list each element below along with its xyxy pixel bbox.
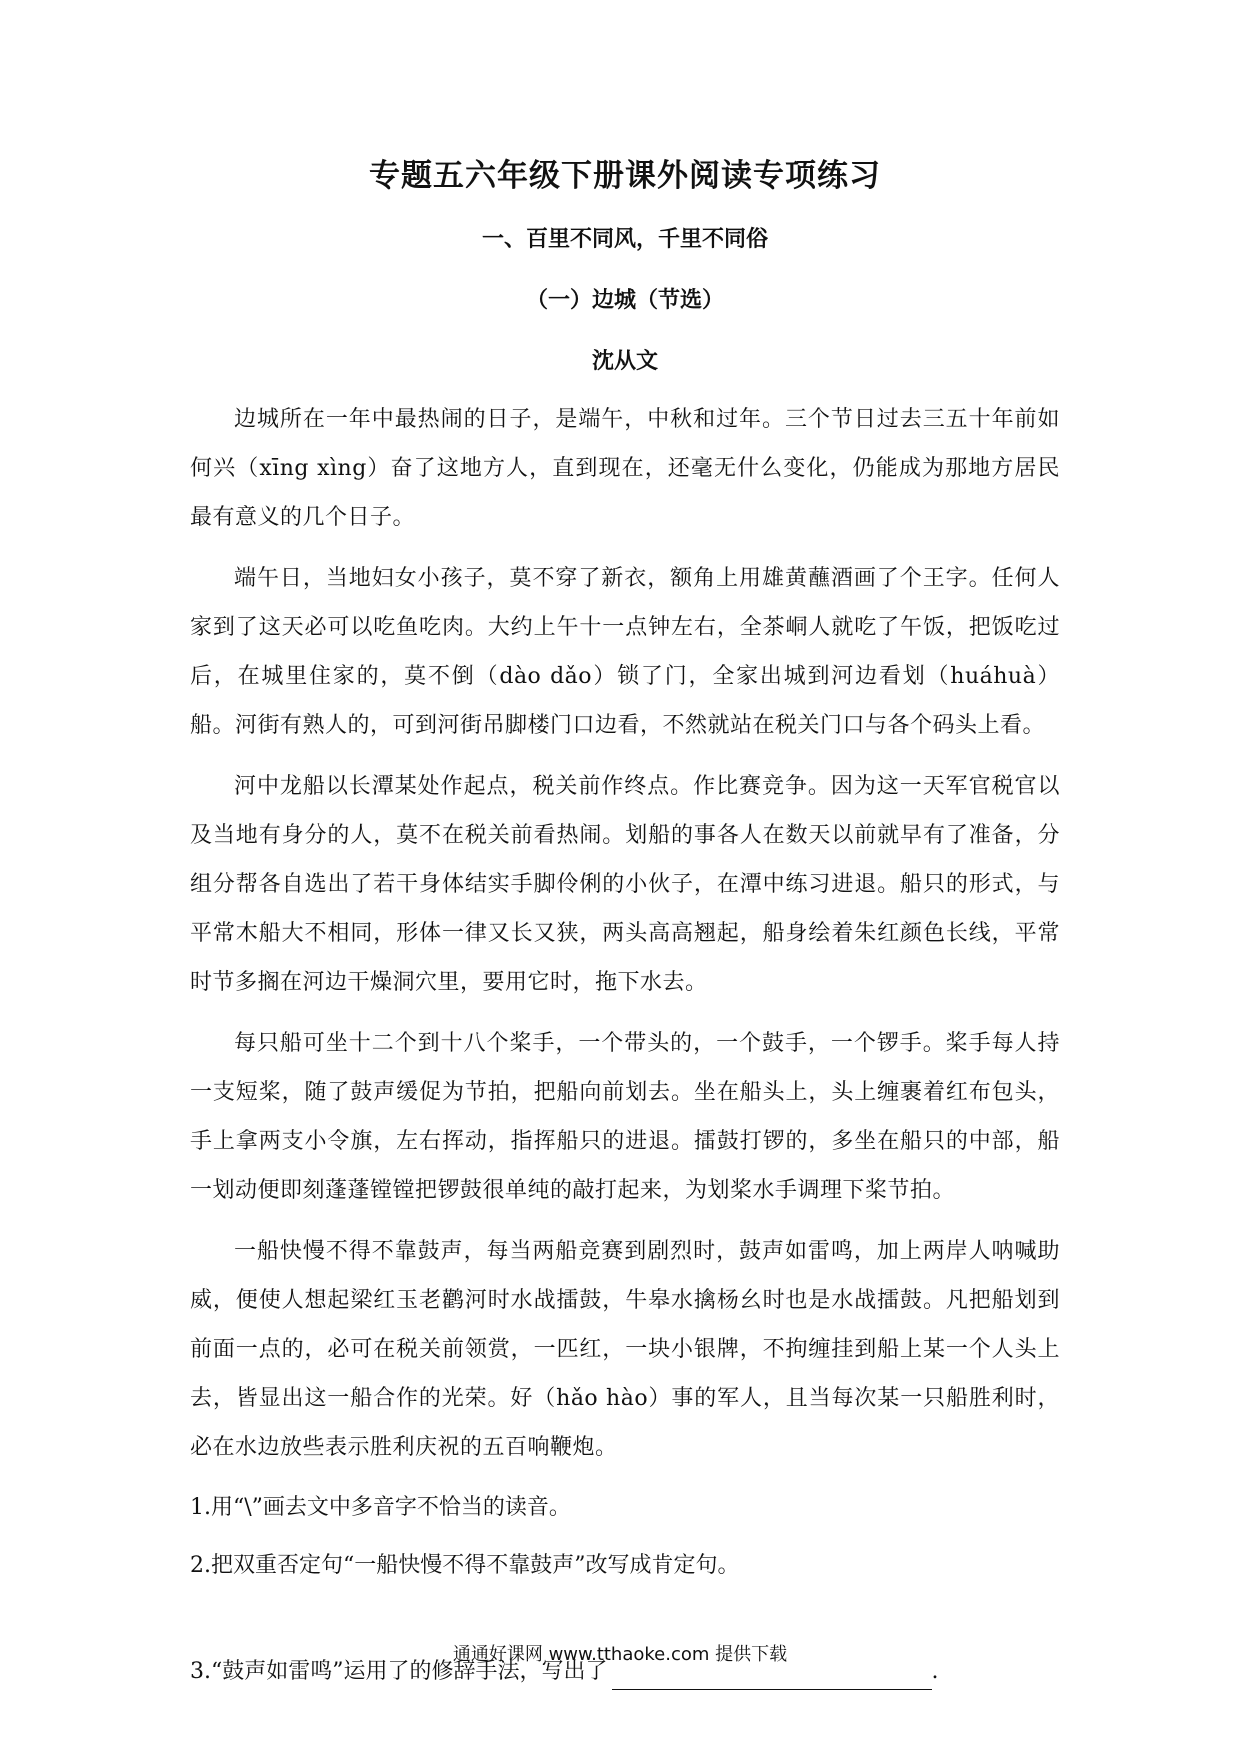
document-title: 专题五六年级下册课外阅读专项练习	[369, 158, 881, 194]
answer-blank[interactable]	[612, 1665, 932, 1690]
question-2: 2.把双重否定句“一船快慢不得不靠鼓声”改写成肯定句。	[190, 1553, 740, 1578]
footer-source: 通通好课网 www.tthaoke.com 提供下载	[452, 1644, 788, 1665]
paragraph-5: 一船快慢不得不靠鼓声，每当两船竞赛到剧烈时，鼓声如雷鸣，加上两岸人呐喊助威，便使人想起梁红玉老鹳河时水战擂鼓，牛皋水擒杨幺时也是水战擂鼓。凡把船划到前面一点的，必可在税关前领赏，一匹红，一块小银牌，不拘缠挂到船上某一个人头上去，皆显出这一船合作的光荣。好（hǎo hào）事的军人，且当每次某一只船胜利时，必在水边放些表示胜利庆祝的五百响鞭炮。	[190, 1239, 1060, 1460]
subsection-heading: （一）边城（节选）	[525, 288, 724, 313]
question-1: 1.用“\”画去文中多音字不恰当的读音。	[190, 1495, 571, 1520]
question-3-end: .	[931, 1659, 939, 1684]
author-name: 沈从文	[591, 349, 658, 374]
document-page	[190, 150, 1060, 1712]
paragraph-3: 河中龙船以长潭某处作起点，税关前作终点。作比赛竞争。因为这一天军官税官以及当地有身分的人，莫不在税关前看热闹。划船的事各人在数天以前就早有了准备，分组分帮各自选出了若干身体结实手脚伶俐的小伙子，在潭中练习进退。船只的形式，与平常木船大不相同，形体一律又长又狭，两头高高翘起，船身绘着朱红颜色长线，平常时节多搁在河边干燥洞穴里，要用它时，拖下水去。	[190, 774, 1060, 995]
paragraph-1: 边城所在一年中最热闹的日子，是端午，中秋和过年。三个节日过去三五十年前如何兴（xīng xìng）奋了这地方人，直到现在，还毫无什么变化，仍能成为那地方居民最有意义的几个日子。	[190, 407, 1060, 530]
paragraph-2: 端午日，当地妇女小孩子，莫不穿了新衣，额角上用雄黄蘸酒画了个王字。任何人家到了这天必可以吃鱼吃肉。大约上午十一点钟左右，全茶峒人就吃了午饭，把饭吃过后，在城里住家的，莫不倒（dào dǎo）锁了门，全家出城到河边看划（huáhuà）船。河街有熟人的，可到河街吊脚楼门口边看，不然就站在税关门口与各个码头上看。	[190, 566, 1060, 738]
paragraph-4: 每只船可坐十二个到十八个桨手，一个带头的，一个鼓手，一个锣手。桨手每人持一支短桨，随了鼓声缓促为节拍，把船向前划去。坐在船头上，头上缠裹着红布包头，手上拿两支小令旗，左右挥动，指挥船只的进退。擂鼓打锣的，多坐在船只的中部，船一划动便即刻蓬蓬镗镗把锣鼓很单纯的敲打起来，为划桨水手调理下桨节拍。	[190, 1031, 1060, 1203]
question-3-text: 3.“鼓声如雷鸣”运用了的修辞手法，写出了	[190, 1659, 608, 1684]
section-heading: 一、百里不同风，千里不同俗	[481, 227, 768, 252]
